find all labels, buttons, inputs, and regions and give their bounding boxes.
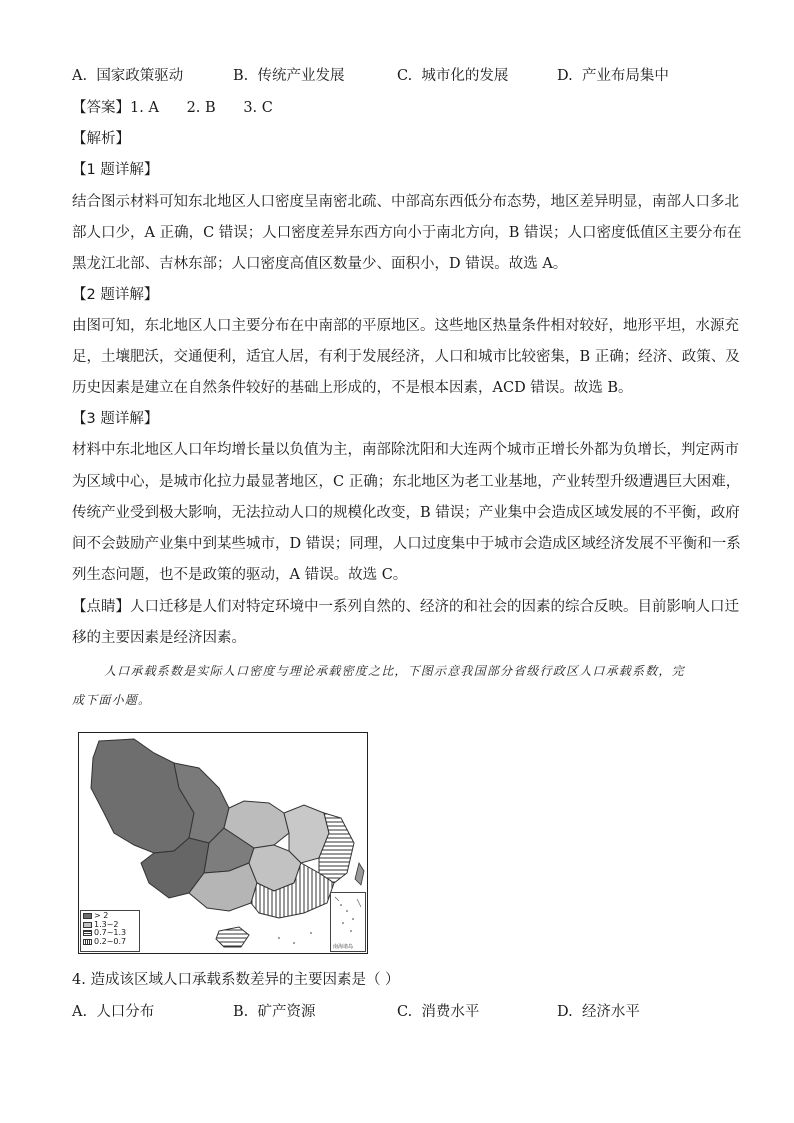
q1-tag: 【1 题详解】 <box>72 162 159 178</box>
q1-line: 部人口少，A 正确，C 错误；人口密度差异东西方向小于南北方向，B 错误；人口密度低值区主要分布在 <box>72 225 742 241</box>
option-d: D. 产业布局集中 <box>557 68 669 84</box>
tip-line: 【点睛】人口迁移是人们对特定环境中一系列自然的、经济的和社会的因素的综合反映。目前影响人口迁 <box>72 599 739 615</box>
q4-option-c: C. 消费水平 <box>397 1004 480 1020</box>
option-a: A. 国家政策驱动 <box>72 68 184 84</box>
legend-row: 0.2~0.7 <box>83 938 137 947</box>
analysis-tag: 【解析】 <box>72 131 130 147</box>
intro-line: 人口承载系数是实际人口密度与理论承载密度之比，下图示意我国部分省级行政区人口承载系数，完 <box>104 664 685 678</box>
intro-line: 成下面小题。 <box>72 693 152 707</box>
tip-tag: 【点睛】 <box>72 599 130 615</box>
region-taiwan <box>355 863 364 885</box>
inset-caption: 南海诸岛 <box>333 944 354 950</box>
legend-swatch-hstripe <box>83 930 92 936</box>
q3-line: 间不会鼓励产业集中到某些城市，D 错误；同理，人口过度集中于城市会造成区域经济发展不平衡和一系 <box>72 536 741 552</box>
q3-tag: 【3 题详解】 <box>72 411 159 427</box>
tip-line: 移的主要因素是经济因素。 <box>72 630 246 646</box>
q3-line: 传统产业受到极大影响，无法拉动人口的规模化改变，B 错误；产业集中会造成区域发展的不平衡，政府 <box>72 505 740 521</box>
q2-line: 足，土壤肥沃，交通便利，适宜人居，有利于发展经济，人口和城市比较密集，B 正确；经济、政策、及 <box>72 349 740 365</box>
q3-line: 材料中东北地区人口年均增长量以负值为主，南部除沈阳和大连两个城市正增长外都为负增长，判定两市 <box>72 442 739 458</box>
answer-text: 1. A 2. B 3. C <box>130 100 273 116</box>
map-legend <box>80 910 140 952</box>
legend-row: 0.7~1.3 <box>83 929 137 938</box>
region-hainan <box>216 927 249 947</box>
legend-row: > 2 <box>83 912 137 921</box>
q2-line: 由图可知，东北地区人口主要分布在中南部的平原地区。这些地区热量条件相对较好，地形平坦，水源充 <box>72 318 739 334</box>
answer-tag: 【答案】 <box>72 100 130 116</box>
legend-swatch-dark <box>83 913 92 919</box>
legend-row: 1.3~2 <box>83 921 137 930</box>
option-c: C. 城市化的发展 <box>397 68 509 84</box>
q3-line: 列生态问题，也不是政策的驱动，A 错误。故选 C。 <box>72 567 408 583</box>
legend-swatch-vstripe <box>83 939 92 945</box>
q2-line: 历史因素是建立在自然条件较好的基础上形成的，不是根本因素，ACD 错误。故选 B。 <box>72 380 633 396</box>
region-xizang <box>91 739 194 853</box>
q1-line: 结合图示材料可知东北地区人口密度呈南密北疏、中部高东西低分布态势，地区差异明显，南部人口多北 <box>72 194 739 210</box>
q4-option-b: B. 矿产资源 <box>233 1004 316 1020</box>
option-b: B. 传统产业发展 <box>233 68 345 84</box>
q4-stem: 4. 造成该区域人口承载系数差异的主要因素是（ ） <box>72 972 400 988</box>
answer-line <box>72 98 273 118</box>
q4-option-d: D. 经济水平 <box>557 1004 640 1020</box>
q4-option-a: A. 人口分布 <box>72 1004 155 1020</box>
q1-line: 黑龙江北部、吉林东部；人口密度高值区数量少、面积小，D 错误。故选 A。 <box>72 256 568 272</box>
population-capacity-map <box>78 732 368 954</box>
legend-swatch-light <box>83 922 92 928</box>
q3-line: 为区域中心，是城市化拉力最显著地区，C 正确；东北地区为老工业基地，产业转型升级遭遇巨大困难， <box>72 474 741 490</box>
q2-tag: 【2 题详解】 <box>72 287 159 303</box>
south-china-sea-inset <box>330 892 366 952</box>
